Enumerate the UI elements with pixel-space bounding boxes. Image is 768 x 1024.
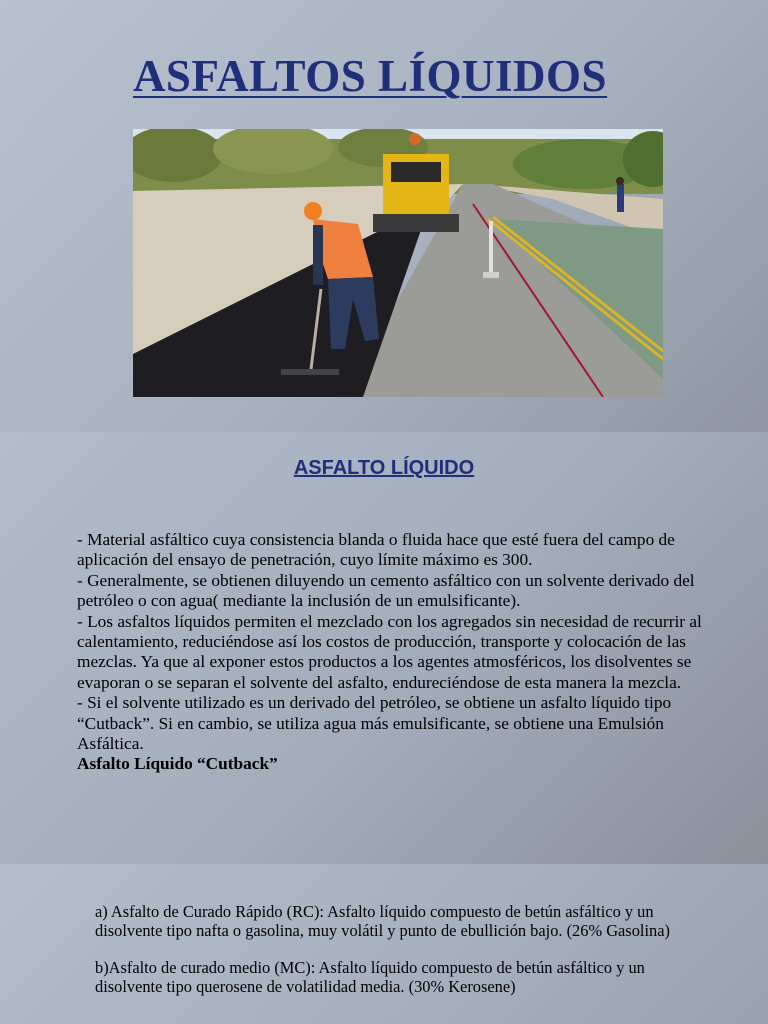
road-paving-photo	[133, 129, 663, 397]
paragraph: - Material asfáltico cuya consistencia blanda o fluida hace que esté fuera del campo de aplicación del ensayo de penetración, cuyo límite máximo es 300.	[77, 530, 675, 570]
types-list	[95, 902, 715, 1014]
slide-types	[0, 864, 768, 1024]
section-heading: ASFALTO LÍQUIDO	[293, 457, 475, 479]
paragraph: - Los asfaltos líquidos permiten el mezclado con los agregados sin necesidad de recurrir al calentamiento, reduciéndose así los costos de producción, transporte y colocación de las mezclas. Ya que al exponer estos productos a los agentes atmosféricos, los disolventes se evaporan o se separan el solvente del asfalto, endureciéndose de esta manera la mezcla.	[77, 611, 702, 692]
list-item: b)Asfalto de curado medio (MC): Asfalto líquido compuesto de betún asfáltico y un disolvente tipo querosene de volatilidad media. (30% Kerosene)	[95, 958, 645, 996]
list-item: a) Asfalto de Curado Rápido (RC): Asfalto líquido compuesto de betún asfáltico y un disolvente tipo nafta o gasolina, muy volátil y punto de ebullición bajo. (26% Gasolina)	[95, 902, 670, 940]
definition-text	[77, 530, 717, 775]
paragraph: - Generalmente, se obtienen diluyendo un cemento asfáltico con un solvente derivado del petróleo o con agua( mediante la inclusión de un emulsificante).	[77, 570, 695, 611]
page-title: ASFALTOS LÍQUIDOS	[132, 51, 608, 101]
cutback-heading: Asfalto Líquido “Cutback”	[77, 754, 278, 774]
slide-definition	[0, 432, 768, 864]
slide-title	[0, 0, 768, 432]
paragraph: - Si el solvente utilizado es un derivado del petróleo, se obtiene un asfalto líquido tipo “Cutback”. Si en cambio, se utiliza agua más emulsificante, se obtiene una Emulsión Asfáltica.	[77, 693, 672, 754]
